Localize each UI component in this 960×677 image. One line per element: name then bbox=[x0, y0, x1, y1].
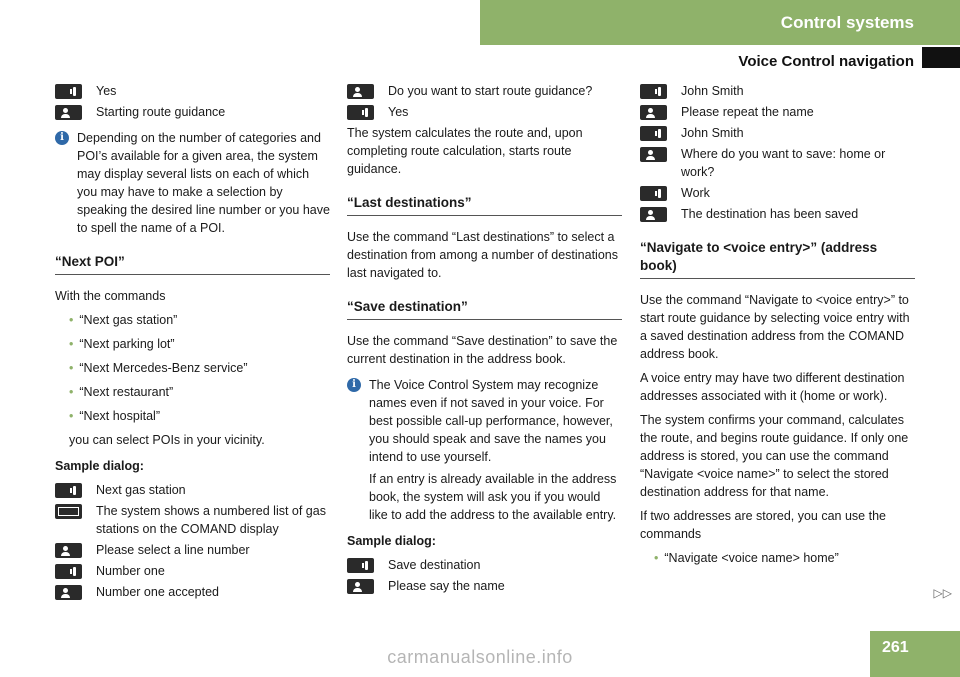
dialog-line bbox=[347, 103, 622, 121]
subsection-title: Voice Control navigation bbox=[738, 53, 914, 70]
dialog-text: Save destination bbox=[388, 558, 481, 572]
after-list-text: you can select POIs in your vicinity. bbox=[69, 433, 265, 447]
dialog-text: Yes bbox=[388, 105, 409, 119]
bullet-icon: • bbox=[69, 337, 74, 351]
bullet-icon: • bbox=[69, 385, 74, 399]
bullet-icon: • bbox=[69, 313, 74, 327]
command-list bbox=[55, 311, 330, 425]
dialog-top bbox=[55, 82, 330, 121]
system-voice-icon bbox=[55, 105, 82, 120]
list-item: • “Next Mercedes-Benz service” bbox=[69, 361, 248, 375]
sample-dialog-label: Sample dialog: bbox=[347, 534, 436, 548]
sample-dialog bbox=[55, 481, 330, 601]
list-item: • “Navigate <voice name> home” bbox=[654, 551, 839, 565]
paragraph: The system confirms your command, calculates the route, and begins route guidance. If only one address is stored, you can use the command “Navigate <voice name>” to select the stored destination address for that name. bbox=[640, 413, 909, 499]
continue-marker: ▷▷ bbox=[933, 586, 952, 600]
dialog-line bbox=[347, 82, 622, 100]
system-voice-icon bbox=[640, 207, 667, 222]
paragraph: Use the command “Navigate to <voice entry>” to start route guidance by selecting voice entry with a saved destination address from the COMAND address book. bbox=[640, 293, 910, 361]
dialog-line bbox=[347, 556, 622, 574]
info-icon: i bbox=[55, 131, 69, 145]
display-icon bbox=[55, 504, 82, 519]
sample-dialog-label: Sample dialog: bbox=[55, 459, 144, 473]
info-icon: i bbox=[347, 378, 361, 392]
dialog-line bbox=[640, 205, 915, 223]
dialog-line bbox=[55, 502, 330, 538]
dialog-line bbox=[55, 562, 330, 580]
dialog-text: Number one bbox=[96, 564, 165, 578]
heading-save-destination: “Save destination” bbox=[347, 298, 622, 320]
system-voice-icon bbox=[640, 147, 667, 162]
watermark: carmanualsonline.info bbox=[387, 647, 573, 667]
dialog-line bbox=[640, 184, 915, 202]
intro-text: With the commands bbox=[55, 289, 166, 303]
dialog-text: Yes bbox=[96, 84, 117, 98]
list-item: • “Next restaurant” bbox=[69, 385, 174, 399]
dialog-text: The system shows a numbered list of gas stations on the COMAND display bbox=[96, 504, 326, 536]
dialog-line bbox=[640, 103, 915, 121]
paragraph: If two addresses are stored, you can use the commands bbox=[640, 509, 886, 541]
dialog-line bbox=[640, 145, 915, 181]
dialog-text: Please say the name bbox=[388, 579, 505, 593]
paragraph: A voice entry may have two different destination addresses associated with it (home or work). bbox=[640, 371, 905, 403]
system-voice-icon bbox=[55, 585, 82, 600]
dialog-line bbox=[640, 82, 915, 100]
voice-input-icon bbox=[640, 186, 667, 201]
dialog-text: John Smith bbox=[681, 84, 744, 98]
dialog-text: Please repeat the name bbox=[681, 105, 814, 119]
command-list bbox=[640, 549, 915, 567]
column-3 bbox=[640, 82, 915, 573]
dialog-text: Work bbox=[681, 186, 710, 200]
dialog-text: Please select a line number bbox=[96, 543, 250, 557]
list-item: • “Next hospital” bbox=[69, 409, 160, 423]
dialog-line bbox=[55, 103, 330, 121]
heading-last-destinations: “Last destinations” bbox=[347, 194, 622, 216]
dialog-line bbox=[55, 583, 330, 601]
bullet-icon: • bbox=[69, 361, 74, 375]
dialog-top bbox=[347, 82, 622, 121]
dialog-line bbox=[55, 541, 330, 559]
dialog-text: Next gas station bbox=[96, 483, 186, 497]
column-2 bbox=[347, 82, 622, 598]
voice-input-icon bbox=[55, 84, 82, 99]
heading-next-poi: “Next POI” bbox=[55, 253, 330, 275]
dialog-line bbox=[55, 481, 330, 499]
system-voice-icon bbox=[347, 579, 374, 594]
system-voice-icon bbox=[640, 105, 667, 120]
info-note: i Depending on the number of categories and POI’s available for a given area, the system may display several lists on each of which you may have to make a selection by speaking the desired line number or you have to spell the name of a POI. bbox=[55, 129, 330, 237]
voice-input-icon bbox=[347, 558, 374, 573]
list-item: • “Next parking lot” bbox=[69, 337, 175, 351]
dialog-line bbox=[640, 124, 915, 142]
info-note: i The Voice Control System may recognize names even if not saved in your voice. For best possible call-up performance, however, you should speak and save the names you intend to use yourself. If an entry is already available in the address book, the system will ask you if you would like to add the address to the available entry. bbox=[347, 376, 622, 524]
dialog-text: Starting route guidance bbox=[96, 105, 226, 119]
section-header bbox=[480, 0, 960, 45]
dialog-text: Where do you want to save: home or work? bbox=[681, 147, 886, 179]
save-destination-paragraph: Use the command “Save destination” to save the current destination in the address book. bbox=[347, 334, 618, 366]
voice-input-icon bbox=[347, 105, 374, 120]
heading-navigate-to: “Navigate to <voice entry>” (address book) bbox=[640, 239, 915, 279]
last-destinations-paragraph: Use the command “Last destinations” to select a destination from among a number of destinations last navigated to. bbox=[347, 230, 618, 280]
header-marker bbox=[922, 47, 960, 68]
bullet-icon: • bbox=[654, 551, 659, 565]
list-item: • “Next gas station” bbox=[69, 313, 178, 327]
dialog-text: Number one accepted bbox=[96, 585, 219, 599]
dialog-top bbox=[640, 82, 915, 223]
bullet-icon: • bbox=[69, 409, 74, 423]
voice-input-icon bbox=[640, 126, 667, 141]
system-voice-icon bbox=[347, 84, 374, 99]
dialog-text: John Smith bbox=[681, 126, 744, 140]
column-1 bbox=[55, 82, 330, 604]
dialog-line bbox=[55, 82, 330, 100]
voice-input-icon bbox=[55, 564, 82, 579]
voice-input-icon bbox=[55, 483, 82, 498]
section-title: Control systems bbox=[780, 12, 914, 32]
dialog-text: Do you want to start route guidance? bbox=[388, 84, 593, 98]
sample-dialog bbox=[347, 556, 622, 595]
page-number: 261 bbox=[870, 631, 960, 677]
dialog-line bbox=[347, 577, 622, 595]
navigate-paragraphs bbox=[640, 291, 915, 543]
voice-input-icon bbox=[640, 84, 667, 99]
route-paragraph: The system calculates the route and, upon completing route calculation, starts route guidance. bbox=[347, 126, 583, 176]
dialog-text: The destination has been saved bbox=[681, 207, 859, 221]
system-voice-icon bbox=[55, 543, 82, 558]
